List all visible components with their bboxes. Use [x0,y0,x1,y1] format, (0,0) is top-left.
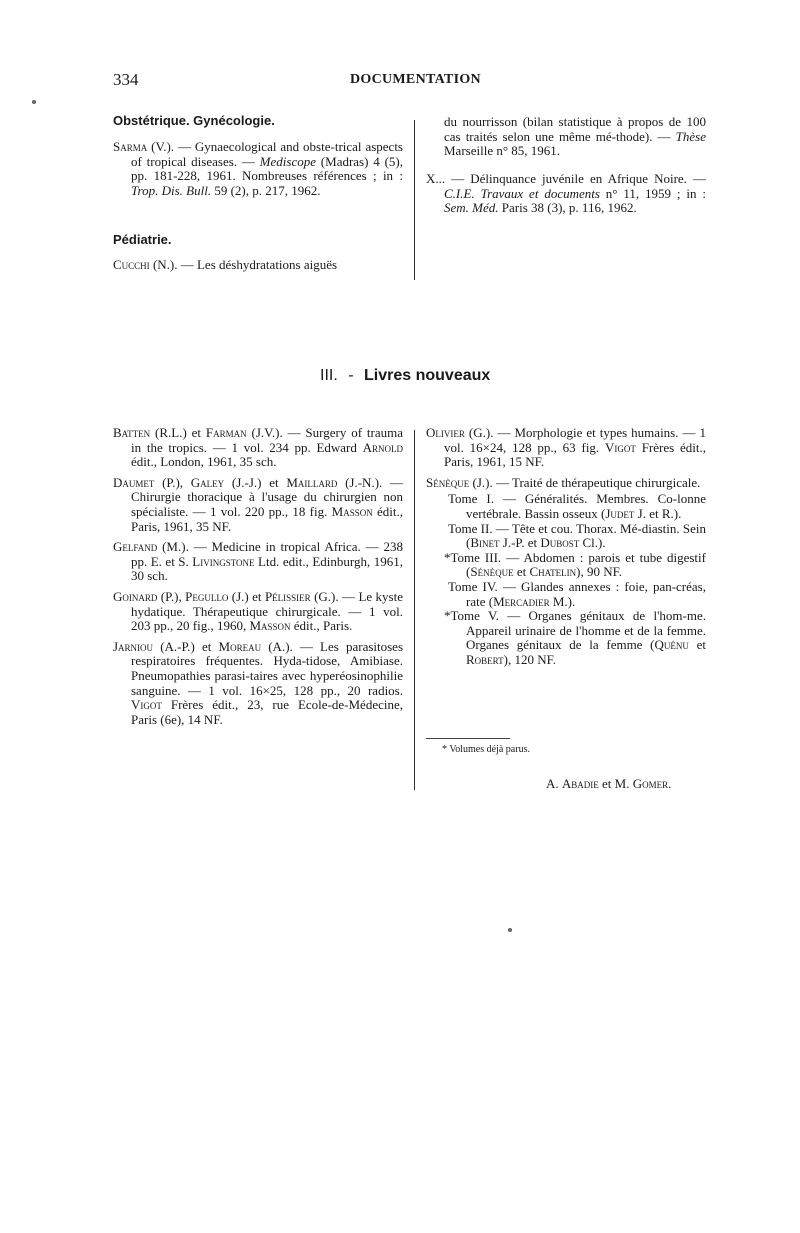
entry-text: Marseille n° 85, 1961. [444,143,561,159]
journal-name: C.I.E. Travaux et documents [444,185,600,201]
book-list-left [113,426,403,727]
entry-text: (N.). — Les déshydratations aiguës [149,257,338,272]
author-name: Sénèque [470,564,514,580]
publisher-name: Livingstone [192,553,255,569]
section-heading-livres [320,367,490,385]
book-entry-gelfand [113,540,403,584]
entry-text: — Chirurgie thoracique à l'usage du chirurgien non spécialiste. — 1 vol. 220 pp., 18 fig. [131,474,403,519]
entry-sarma [113,140,403,198]
thesis-label: Thèse [675,128,706,144]
entry-text: — Medicine in tropical Africa. — 238 pp. E. et S. [131,539,404,569]
author-name: Cucchi [113,257,150,272]
author-name: Galey [190,474,225,490]
author-initials: (J.). [469,474,493,490]
author-name: Jarniou [113,638,154,654]
entry-text: — Généralités. Membres. Co-lonne vertébrale. Bassin osseux ( [466,491,706,521]
entry-text: ), 90 NF. [576,564,623,580]
author-initials: (J.-N.). [337,474,383,490]
entry-text: Ltd. edit., Edinburgh, 1961, 30 sch. [131,553,403,584]
author-name: Moreau [218,638,262,654]
author-initials: (M.). [157,539,189,555]
tome-label: Tome II. [448,520,493,536]
author-name: Chatelin [529,564,577,580]
author-initials: (J.) et [228,588,265,604]
entry-text: — Organes génitaux de l'hom-me. Appareil urinaire de l'homme et de la femme. Organes génitaux de la femme ( [466,608,706,653]
publisher-name: Arnold [362,439,403,455]
book-entry-goinard [113,590,403,634]
author-name: Dubost [540,535,580,551]
entry-text: du nourrisson (bilan statistique à propos de 100 cas traités selon une même mé-thode). — [444,114,706,144]
author-name: X... [426,171,446,186]
tome-entry-1 [426,492,706,521]
author-initials: (J.V.). [246,425,283,440]
author-name: Goinard [113,588,158,604]
publisher-name: Masson [249,618,291,634]
entry-cucchi-continued [426,115,706,159]
author-name: Daumet [113,474,155,490]
entry-text: édit., Paris, 1961, 35 NF. [131,503,404,534]
author-initials: (P.), [154,474,191,490]
heading-numeral: III. [320,367,338,384]
entry-text: n° 11, 1959 ; in : [599,185,706,201]
author-name: Farman [205,425,247,440]
entry-text: (Madras) 4 (5), pp. 181-228, 1961. Nombreuses références ; in : [131,153,403,184]
author-name: Pegullo [185,588,229,604]
entry-text: — Morphologie et types humains. — 1 vol. 16×24, 128 pp., 63 fig. [444,425,707,455]
author-name: Quénu [654,637,689,653]
section-title-obstetrique: Obstétrique. Gynécologie. [113,113,275,128]
publisher-name: Vigot [605,439,636,455]
author-name: Maillard [286,474,338,490]
author-initials: (A.). [261,638,293,654]
entry-text: — Tête et cou. Thorax. Mé-diastin. Sein ( [466,520,707,551]
footnote: * Volumes déjà parus. [442,744,530,755]
author-initials: (J.-J.) et [224,474,287,490]
journal-name: Sem. Méd. [444,200,499,216]
entry-text: édit., London, 1961, 35 sch. [131,454,277,470]
signature-author: Abadie [561,776,599,791]
author-name: Binet [470,535,500,551]
entry-text: — Délinquance juvénile en Afrique Noire. — [445,171,706,186]
running-title: DOCUMENTATION [350,72,481,87]
entry-text: Frères édit., 23, rue Ecole-de-Médecine, Paris (6e), 14 NF. [131,697,403,727]
entry-x [426,172,706,216]
entry-text: Cl.). [579,535,606,551]
signature-text: A. [546,776,562,791]
author-name: Mercadier [493,593,550,609]
signature-text: et M. [598,776,633,791]
author-name: Gelfand [113,539,158,555]
entry-text: Paris 38 (3), p. 116, 1962. [498,200,637,216]
heading-text: Livres nouveaux [364,367,491,384]
author-initials: (P.), [157,588,186,604]
author-initials: (A.-P.) et [153,638,219,654]
tome-entry-4 [426,580,706,609]
entry-text: Frères édit., Paris, 1961, 15 NF. [444,439,706,470]
entry-text: J.-P. et [499,535,541,551]
entry-text: et [688,637,706,653]
book-entry-olivier [426,426,706,470]
column-divider [414,430,415,790]
author-name: Sarma [113,139,148,154]
tome-label: *Tome III. [444,549,502,565]
entry-text: — Le kyste hydatique. Thérapeutique chirurgicale. — 1 vol. 203 pp., 20 fig., 1960, [131,588,404,634]
entry-text: — Glandes annexes : foie, pan-créas, rate ( [466,578,706,609]
book-entry-jarniou [113,640,403,728]
book-entry-daumet [113,476,403,534]
author-initials: (R.L.) et [150,425,206,440]
signature-author: Gomer [632,776,669,791]
page-number: 334 [113,70,139,89]
journal-name: Trop. Dis. Bull. [131,182,212,198]
signature-text: . [668,776,672,791]
entry-text: et [513,564,530,580]
publisher-name: Vigot [131,697,162,713]
publisher-name: Masson [331,503,373,519]
tome-label: Tome I. [448,491,494,507]
footnote-rule [426,738,510,739]
entry-text: J. et R.). [634,505,682,521]
journal-name: Mediscope [259,153,316,169]
entry-text: M.). [549,593,576,609]
entry-text: édit., Paris. [290,618,353,634]
entry-text: ), 120 NF. [503,651,557,667]
tome-label: Tome IV. [448,578,498,594]
entry-text: 59 (2), p. 217, 1962. [211,182,321,198]
tome-entry-5 [426,609,706,667]
author-initials: (G.). [310,588,339,604]
entry-text: — Les parasitoses respiratoires fréquentes. Hyda-tidose, Amibiase. Pneumopathies parasi-taires avec hyperéosinophilie sanguine. — 1 vol. 16×25, 128 pp., 20 radios. [131,638,404,698]
author-name: Batten [113,425,151,440]
heading-dash: - [348,367,354,384]
author-initials: (G.). [464,425,494,440]
entry-cucchi [113,258,403,273]
tome-entry-2 [426,522,706,551]
entry-text: — Surgery of trauma in the tropics. — 1 vol. 234 pp. Edward [131,425,403,455]
signature [546,776,671,792]
print-speck [508,928,512,932]
book-entry-batten [113,426,403,470]
tome-entry-3 [426,551,706,580]
book-list-right [426,426,706,668]
entry-text: — Abdomen : parois et tube digestif ( [466,549,706,580]
entry-text: (V.). — Gynaecological and obste-trical aspects of tropical diseases. — [131,139,403,169]
author-name: Olivier [426,425,465,440]
author-name: Sénèque [426,474,470,490]
print-speck [32,100,36,104]
column-divider [414,120,415,280]
entry-text: — Traité de thérapeutique chirurgicale. [492,474,701,490]
author-name: Judet [605,505,635,521]
book-entry-seneque [426,476,706,491]
author-name: Pélissier [264,588,311,604]
section-title-pediatrie: Pédiatrie. [113,232,172,247]
tome-label: *Tome V. [444,608,499,624]
author-name: Robert [466,651,504,667]
